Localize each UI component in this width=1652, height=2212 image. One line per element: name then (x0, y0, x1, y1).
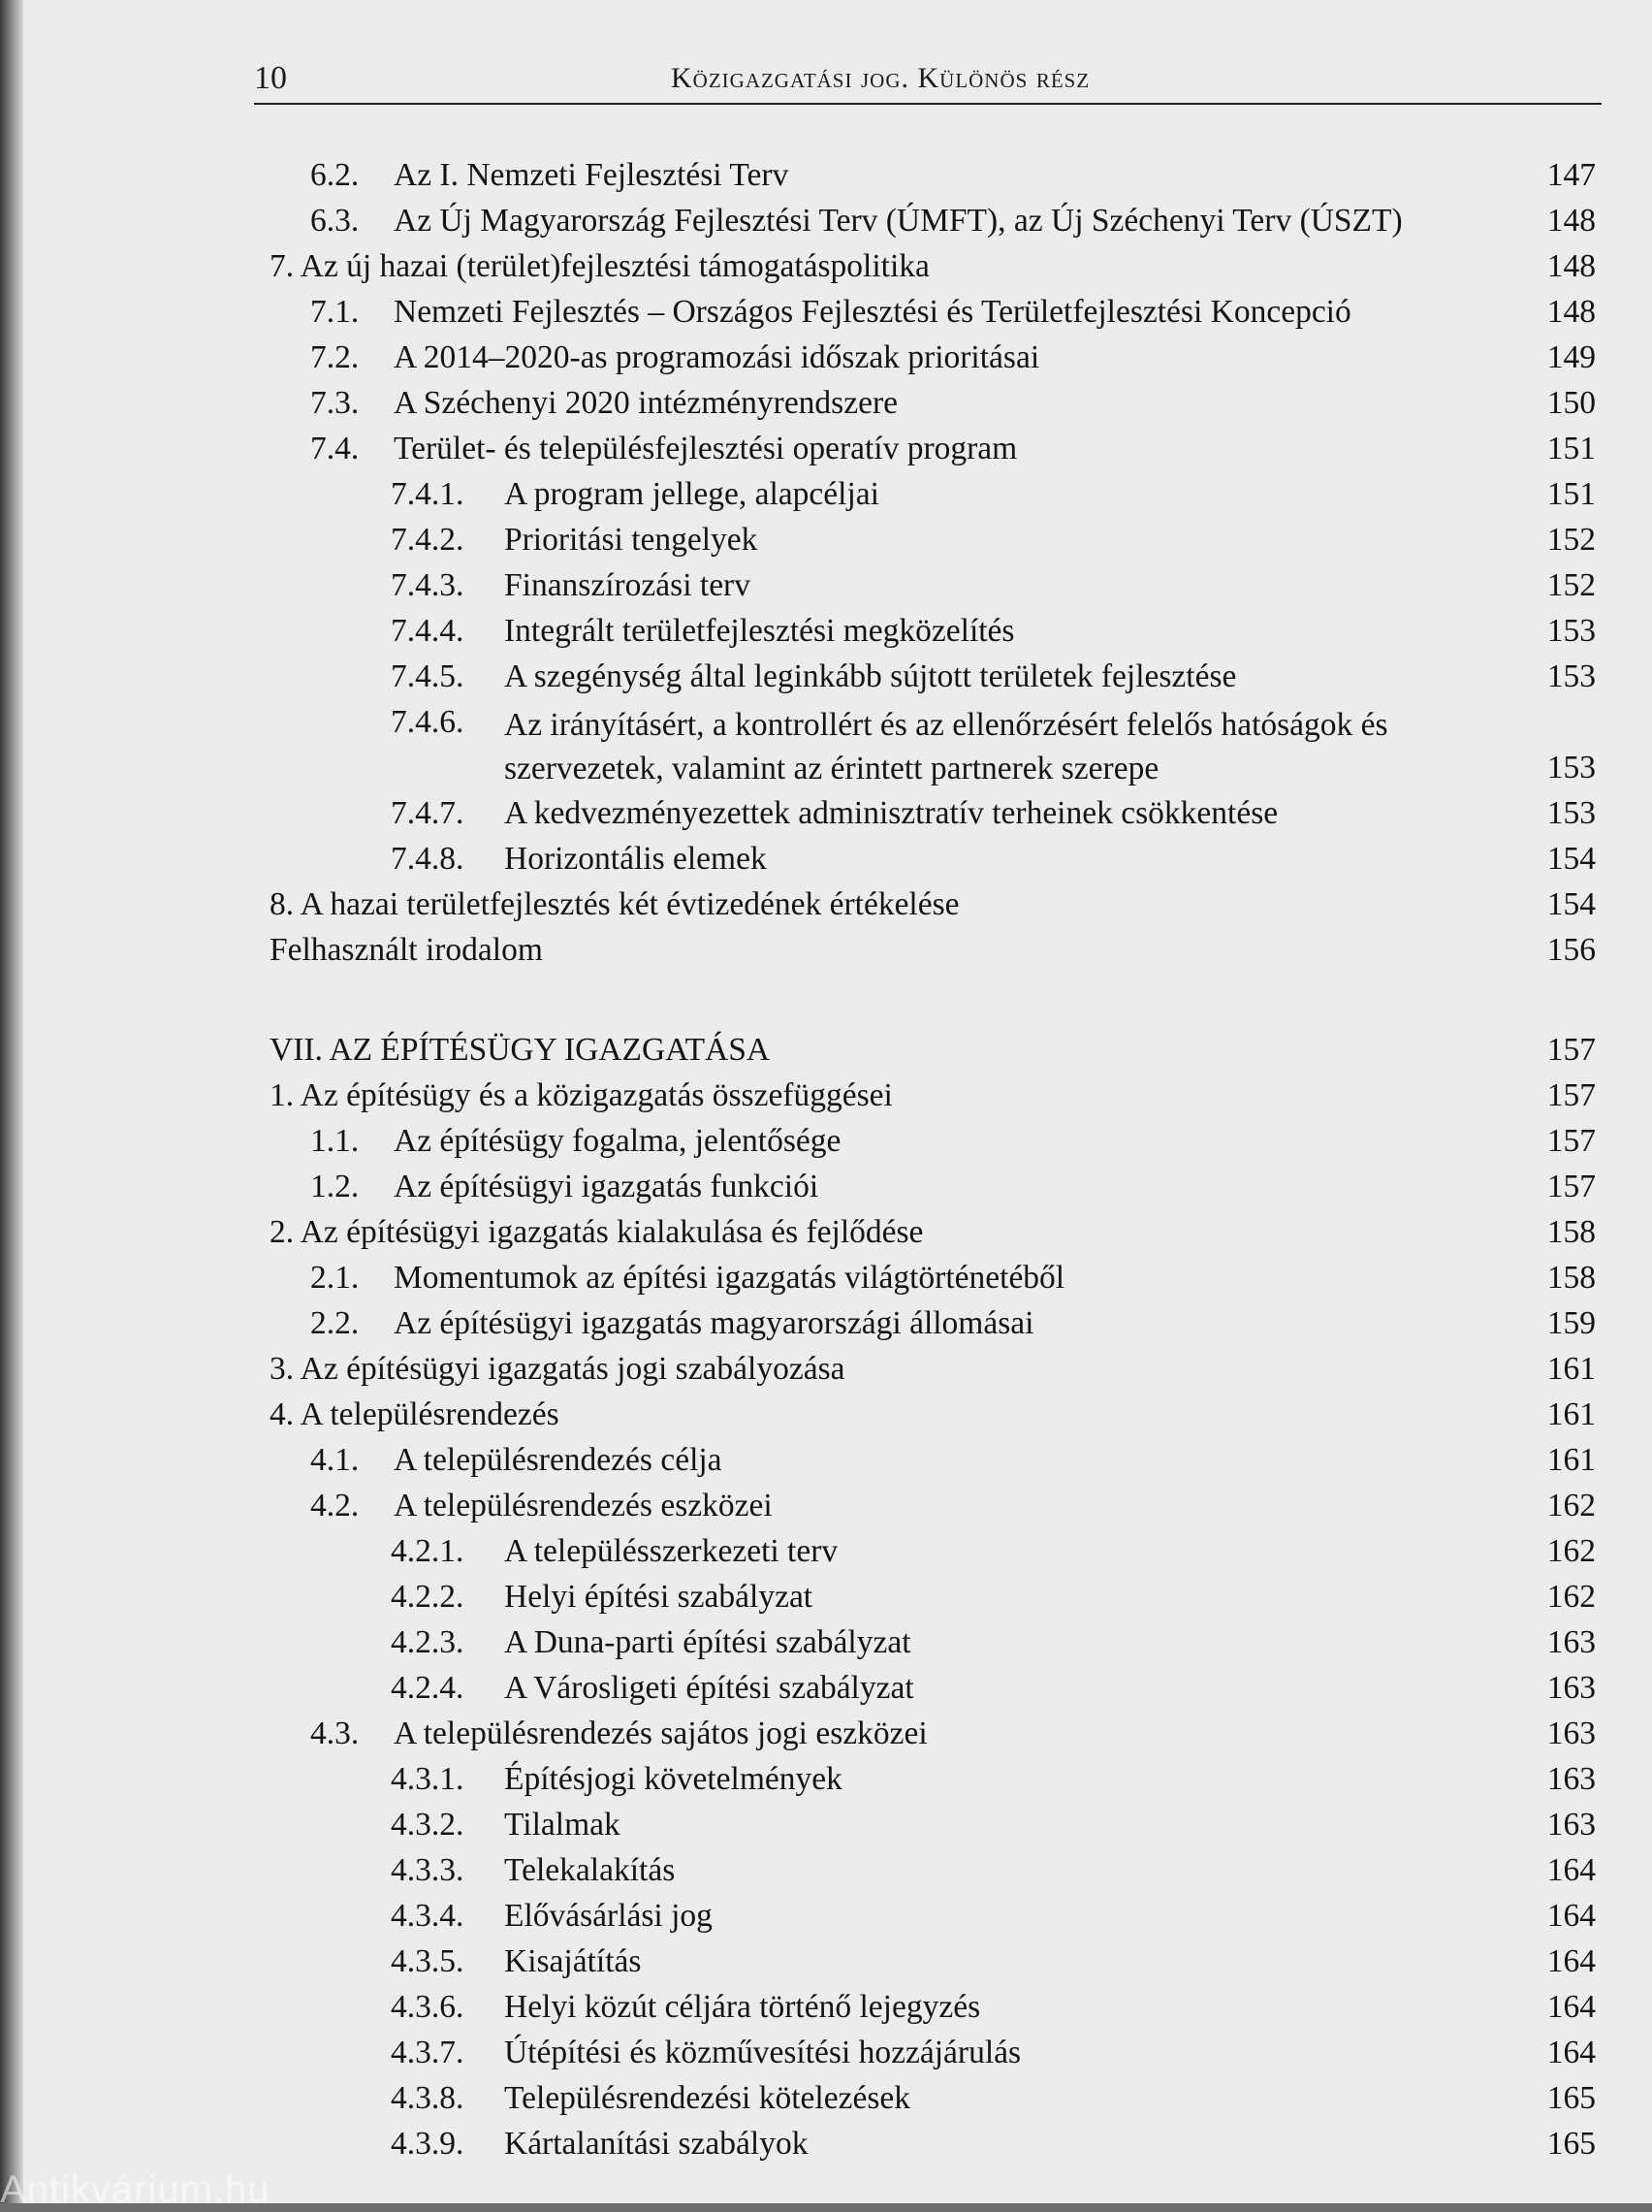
table-of-contents (270, 152, 1596, 2166)
toc-entry (270, 1939, 1596, 1984)
toc-entry (270, 1756, 1596, 1802)
toc-entry-page: 162 (1546, 1533, 1596, 1569)
toc-entry-page: 157 (1546, 1032, 1596, 1068)
toc-entry-page: 161 (1546, 1396, 1596, 1432)
toc-entry (270, 882, 1596, 927)
toc-entry-number: 4.3.4. (391, 1898, 464, 1934)
toc-entry-title: 8. A hazai területfejlesztés két évtizedének értékelése (270, 886, 960, 922)
toc-entry-title: Kártalanítási szabályok (504, 2126, 809, 2162)
toc-entry-number: 7.4.6. (391, 704, 464, 740)
toc-entry-page: 164 (1546, 1989, 1596, 2025)
toc-entry (270, 927, 1596, 973)
toc-entry-number: 2.1. (310, 1260, 360, 1296)
toc-entry-page: 164 (1546, 2035, 1596, 2070)
toc-entry-page: 165 (1546, 2080, 1596, 2116)
toc-entry-number: 7.3. (310, 385, 360, 421)
toc-entry-page: 153 (1546, 795, 1596, 831)
toc-entry (270, 562, 1596, 608)
toc-entry-page: 158 (1546, 1214, 1596, 1250)
toc-entry-page: 165 (1546, 2126, 1596, 2162)
page-header (254, 60, 1602, 99)
toc-entry (270, 198, 1596, 243)
toc-entry-title: Kisajátítás (504, 1943, 642, 1979)
toc-entry-number: 4.2.1. (391, 1533, 464, 1569)
toc-entry (270, 1346, 1596, 1392)
toc-entry-number: 1.1. (310, 1123, 360, 1159)
toc-entry (270, 1619, 1596, 1665)
toc-entry (270, 1073, 1596, 1118)
toc-entry-page: 148 (1546, 294, 1596, 330)
toc-entry (270, 2121, 1596, 2166)
toc-entry (270, 1209, 1596, 1255)
book-spine-edge (0, 0, 23, 2203)
toc-entry (270, 654, 1596, 699)
toc-entry-title: A településszerkezeti terv (504, 1533, 839, 1569)
toc-entry-page: 157 (1546, 1077, 1596, 1113)
toc-entry (270, 2075, 1596, 2121)
toc-entry-title: Horizontális elemek (504, 841, 767, 877)
toc-entry (270, 608, 1596, 654)
toc-entry-title: Az I. Nemzeti Fejlesztési Terv (394, 157, 789, 193)
toc-entry-page: 164 (1546, 1852, 1596, 1888)
toc-entry-page: 148 (1546, 248, 1596, 284)
toc-entry-page: 147 (1546, 157, 1596, 193)
toc-entry (270, 1118, 1596, 1164)
toc-entry-title: Helyi közút céljára történő lejegyzés (504, 1989, 981, 2025)
toc-entry-number: 4.1. (310, 1442, 360, 1478)
toc-entry (270, 836, 1596, 882)
toc-entry-page: 163 (1546, 1624, 1596, 1660)
toc-entry-page: 162 (1546, 1579, 1596, 1615)
toc-entry-title: Momentumok az építési igazgatás világtörténetéből (394, 1260, 1065, 1296)
toc-part-heading (270, 1027, 1596, 1073)
toc-entry-number: 7.2. (310, 339, 360, 375)
toc-entry-number: 7.4.1. (391, 476, 464, 512)
toc-entry-page: 153 (1546, 750, 1596, 785)
toc-entry-number: 7.4.4. (391, 613, 464, 649)
toc-entry-number: 4.3.3. (391, 1852, 464, 1888)
toc-entry-number: 7.4.7. (391, 795, 464, 831)
toc-entry-page: 157 (1546, 1123, 1596, 1159)
toc-entry-title: A kedvezményezettek adminisztratív terheinek csökkentése (504, 795, 1279, 831)
toc-entry-title: 3. Az építésügyi igazgatás jogi szabályozása (270, 1351, 845, 1387)
toc-entry-number: 7.4.2. (391, 522, 464, 558)
toc-entry (270, 1711, 1596, 1756)
toc-entry (270, 1437, 1596, 1483)
toc-entry (270, 1483, 1596, 1528)
toc-entry-number: 6.3. (310, 203, 360, 239)
toc-entry-number: 7.4.8. (391, 841, 464, 877)
toc-entry-title: A településrendezés sajátos jogi eszközei (394, 1715, 928, 1751)
toc-entry-title: VII. AZ ÉPÍTÉSÜGY IGAZGATÁSA (270, 1032, 771, 1068)
toc-entry-title: Finanszírozási terv (504, 567, 750, 603)
toc-entry (270, 1984, 1596, 2030)
toc-entry (270, 790, 1596, 836)
toc-entry (270, 1164, 1596, 1209)
toc-entry-title: A településrendezés eszközei (394, 1488, 773, 1523)
toc-entry-number: 1.2. (310, 1169, 360, 1204)
toc-entry-title: A Városligeti építési szabályzat (504, 1670, 914, 1706)
toc-entry-title: A Duna-parti építési szabályzat (504, 1624, 911, 1660)
toc-entry-number: 4.3. (310, 1715, 360, 1751)
toc-entry-page: 159 (1546, 1305, 1596, 1341)
toc-entry-page: 154 (1546, 886, 1596, 922)
toc-entry (270, 1802, 1596, 1847)
toc-entry-title: Útépítési és közművesítési hozzájárulás (504, 2035, 1022, 2070)
toc-entry (270, 380, 1596, 426)
toc-entry (270, 2030, 1596, 2075)
toc-entry-page: 163 (1546, 1715, 1596, 1751)
toc-entry-number: 4.3.7. (391, 2035, 464, 2070)
toc-entry-page: 152 (1546, 522, 1596, 558)
toc-entry-title: Helyi építési szabályzat (504, 1579, 813, 1615)
toc-entry-title: A 2014–2020-as programozási időszak prioritásai (394, 339, 1040, 375)
toc-entry-title: Prioritási tengelyek (504, 522, 758, 558)
toc-entry-number: 4.2.2. (391, 1579, 464, 1615)
toc-entry-title: Az építésügyi igazgatás magyarországi állomásai (394, 1305, 1034, 1341)
toc-entry (270, 471, 1596, 517)
toc-entry (270, 699, 1596, 790)
toc-entry (270, 1300, 1596, 1346)
toc-entry-page: 148 (1546, 203, 1596, 239)
toc-entry-number: 4.2.4. (391, 1670, 464, 1706)
page-number: 10 (254, 60, 287, 96)
toc-entry-page: 156 (1546, 932, 1596, 968)
toc-entry (270, 426, 1596, 471)
toc-entry-page: 164 (1546, 1898, 1596, 1934)
toc-entry-number: 4.3.5. (391, 1943, 464, 1979)
toc-entry-title: Az építésügy fogalma, jelentősége (394, 1123, 842, 1159)
toc-entry (270, 335, 1596, 380)
toc-entry-page: 162 (1546, 1488, 1596, 1523)
toc-entry-page: 149 (1546, 339, 1596, 375)
toc-entry-number: 4.3.9. (391, 2126, 464, 2162)
toc-entry (270, 1255, 1596, 1300)
toc-entry (270, 1574, 1596, 1619)
toc-entry-page: 157 (1546, 1169, 1596, 1204)
toc-entry-title: Integrált területfejlesztési megközelítés (504, 613, 1015, 649)
toc-entry-number: 2.2. (310, 1305, 360, 1341)
watermark: Antikvárium.hu (0, 2168, 270, 2211)
toc-entry-title: 4. A településrendezés (270, 1396, 559, 1432)
toc-entry-page: 158 (1546, 1260, 1596, 1296)
toc-entry (270, 1392, 1596, 1437)
toc-entry-number: 7.1. (310, 294, 360, 330)
toc-entry (270, 1847, 1596, 1893)
toc-entry-number: 4.2. (310, 1488, 360, 1523)
toc-entry-page: 150 (1546, 385, 1596, 421)
toc-entry-title: Településrendezési kötelezések (504, 2080, 910, 2116)
toc-entry-title: Az építésügyi igazgatás funkciói (394, 1169, 819, 1204)
toc-entry-number: 7.4. (310, 431, 360, 466)
toc-entry (270, 1665, 1596, 1711)
toc-entry-number: 4.3.6. (391, 1989, 464, 2025)
toc-entry-page: 153 (1546, 658, 1596, 694)
running-head: Közigazgatási jog. Különös rész (671, 62, 1091, 94)
toc-entry-page: 161 (1546, 1442, 1596, 1478)
toc-entry (270, 243, 1596, 289)
toc-entry-title: A program jellege, alapcéljai (504, 476, 879, 512)
toc-entry (270, 289, 1596, 335)
toc-entry-page: 163 (1546, 1807, 1596, 1843)
toc-entry-title: Felhasznált irodalom (270, 932, 543, 968)
toc-entry-title: 2. Az építésügyi igazgatás kialakulása és fejlődése (270, 1214, 924, 1250)
toc-entry-title: Elővásárlási jog (504, 1898, 713, 1934)
toc-entry-number: 6.2. (310, 157, 360, 193)
toc-entry-page: 163 (1546, 1761, 1596, 1797)
toc-entry-title: Építésjogi követelmények (504, 1761, 842, 1797)
toc-entry-title: A településrendezés célja (394, 1442, 722, 1478)
toc-entry-title: Az irányításért, a kontrollért és az ellenőrzésért felelős hatóságok és szervezetek, valamint az érintett partnerek szerepe (504, 707, 1388, 786)
toc-entry-page: 161 (1546, 1351, 1596, 1387)
toc-entry-number: 7.4.3. (391, 567, 464, 603)
toc-entry-title: A Széchenyi 2020 intézményrendszere (394, 385, 898, 421)
toc-entry-page: 163 (1546, 1670, 1596, 1706)
toc-entry-title: A szegénység által leginkább sújtott területek fejlesztése (504, 658, 1237, 694)
toc-entry (270, 517, 1596, 562)
toc-entry-page: 151 (1546, 476, 1596, 512)
toc-entry-title: 7. Az új hazai (terület)fejlesztési támogatáspolitika (270, 248, 930, 284)
toc-entry-page: 152 (1546, 567, 1596, 603)
toc-entry-title: Telekalakítás (504, 1852, 676, 1888)
toc-entry-title: Tilalmak (504, 1807, 620, 1843)
toc-entry-title: Nemzeti Fejlesztés – Országos Fejlesztési és Területfejlesztési Koncepció (394, 294, 1351, 330)
header-rule (254, 103, 1602, 105)
toc-entry-number: 4.2.3. (391, 1624, 464, 1660)
toc-entry-title: 1. Az építésügy és a közigazgatás összefüggései (270, 1077, 893, 1113)
toc-entry-page: 164 (1546, 1943, 1596, 1979)
toc-entry-page: 151 (1546, 431, 1596, 466)
toc-entry-number: 4.3.2. (391, 1807, 464, 1843)
toc-entry-title: Terület- és településfejlesztési operatív program (394, 431, 1018, 466)
toc-entry-number: 4.3.1. (391, 1761, 464, 1797)
toc-entry-number: 4.3.8. (391, 2080, 464, 2116)
toc-entry-number: 7.4.5. (391, 658, 464, 694)
toc-entry-page: 154 (1546, 841, 1596, 877)
toc-entry-page: 153 (1546, 613, 1596, 649)
toc-entry (270, 1893, 1596, 1939)
toc-entry (270, 152, 1596, 198)
toc-entry (270, 1528, 1596, 1574)
toc-entry-title: Az Új Magyarország Fejlesztési Terv (ÚMFT), az Új Széchenyi Terv (ÚSZT) (394, 203, 1403, 239)
